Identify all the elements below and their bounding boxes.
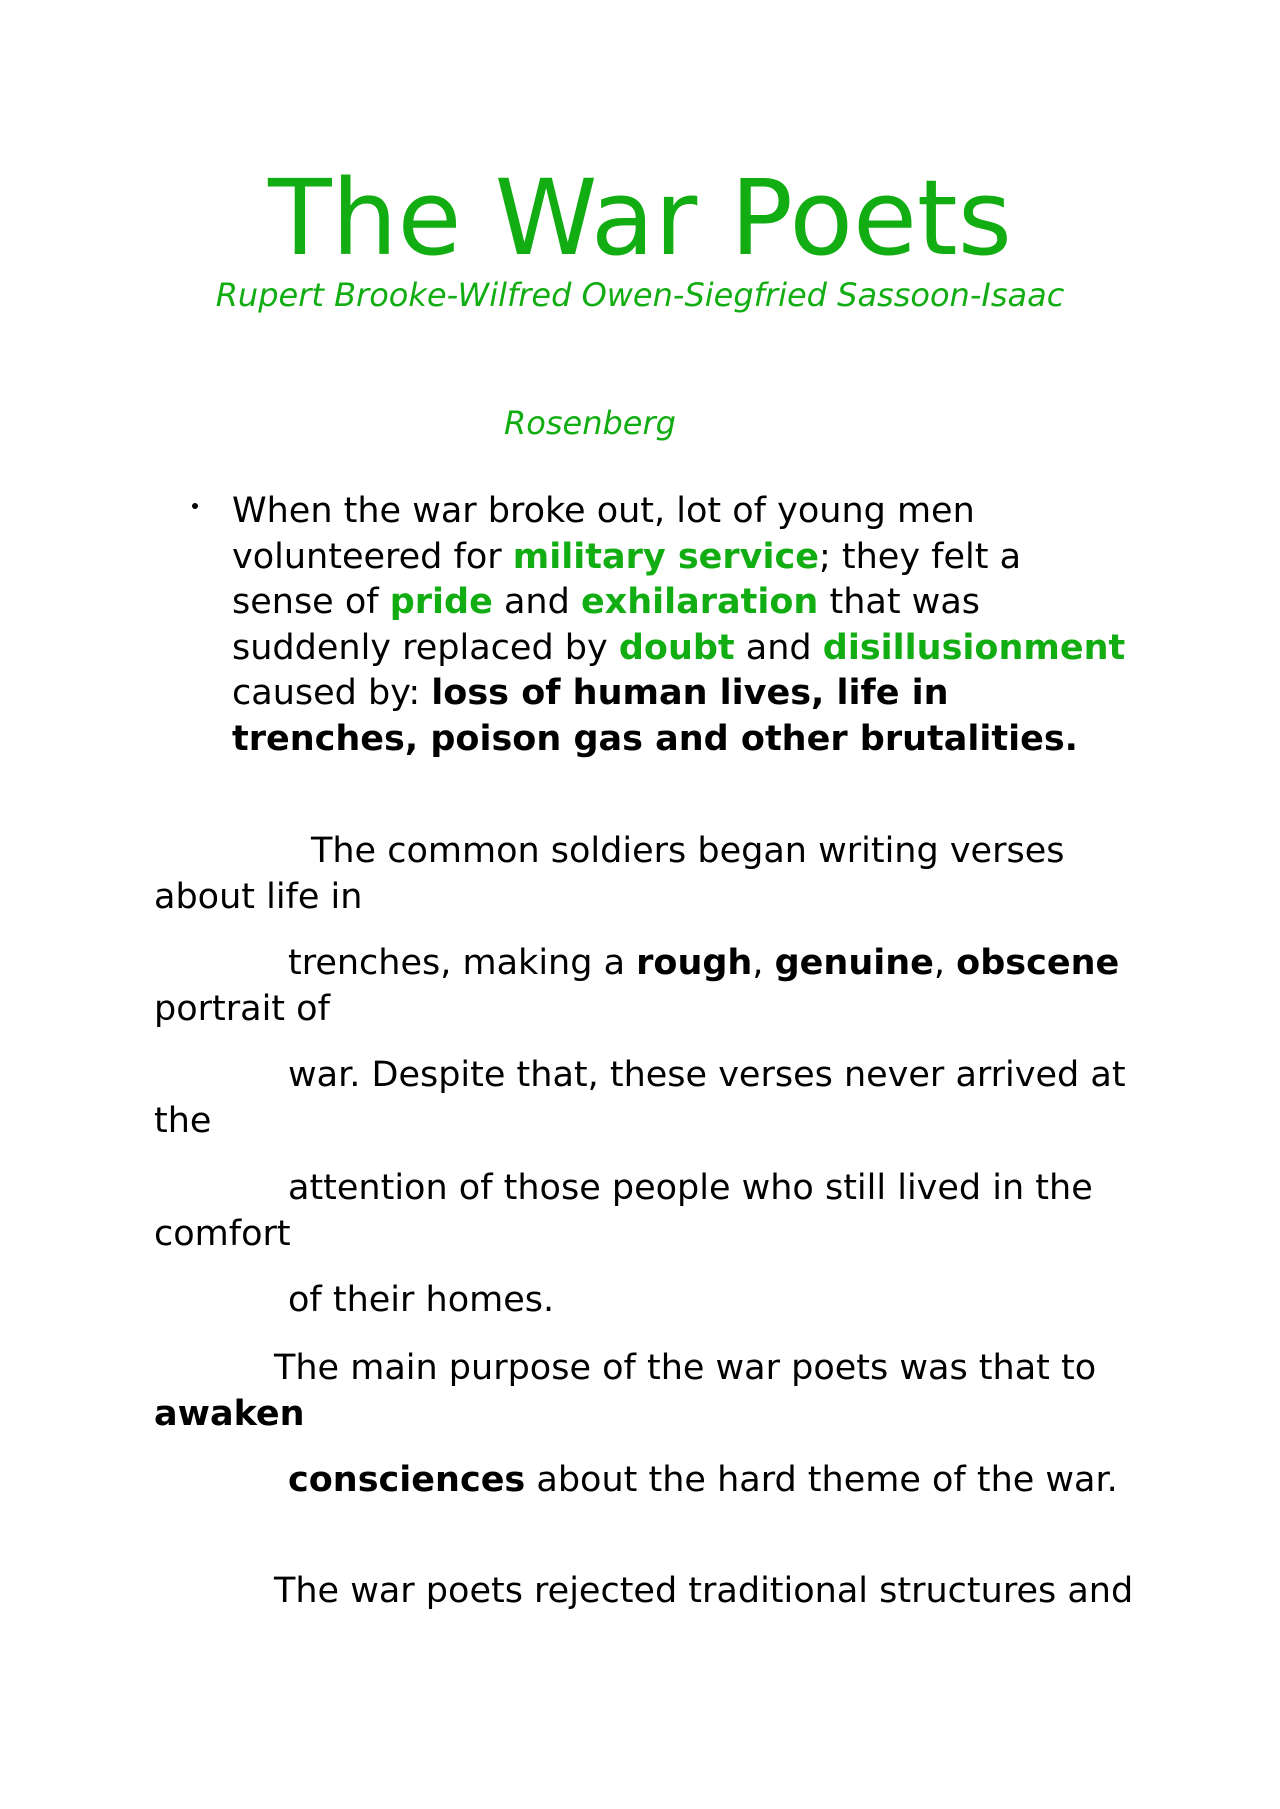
highlight-term: exhilaration <box>580 582 819 622</box>
paragraph-2 <box>154 941 1134 1032</box>
paragraph-8: The war poets rejected traditional structures and <box>274 1571 1134 1611</box>
paragraph-4: attention of those people who still lived in the comfort <box>154 1168 1093 1254</box>
bullet-text: and <box>734 627 823 668</box>
paragraph-text: , <box>933 943 946 983</box>
paragraph-text: portrait of <box>154 988 330 1029</box>
paragraph-5: of their homes. <box>288 1280 555 1320</box>
paragraph-text: about the hard theme of the war. <box>525 1460 1118 1500</box>
bullet-text: that was suddenly replaced by <box>232 582 980 668</box>
bullet-text: caused by: <box>232 673 432 713</box>
bold-text: rough <box>636 943 753 983</box>
paragraph-text: , <box>752 943 775 983</box>
paragraph-3: war. Despite that, these verses never arrived at the <box>154 1055 1126 1141</box>
subtitle-authors: Rupert Brooke-Wilfred Owen-Siegfried Sassoon-Isaac <box>215 276 1065 314</box>
paragraph-text: trenches, making a <box>288 943 637 983</box>
bullet-text: When the war broke out, lot of young men volunteered for <box>232 491 975 577</box>
highlight-term: doubt <box>618 627 735 668</box>
bold-text: genuine <box>774 943 934 983</box>
bold-text: obscene <box>956 943 1120 983</box>
page-title: The War Poets <box>268 157 1012 279</box>
bold-text: loss of human lives, life in trenches, poison gas and other brutalities. <box>232 673 1078 759</box>
bold-text: consciences <box>288 1460 526 1500</box>
paragraph-1: The common soldiers began writing verses about life in <box>154 831 1065 917</box>
bullet-paragraph <box>232 489 1132 762</box>
highlight-term: military service <box>512 536 819 577</box>
highlight-term: disillusionment <box>822 627 1126 668</box>
bullet-icon <box>192 503 198 509</box>
bullet-text: and <box>492 582 581 622</box>
subtitle-authors-continued: Rosenberg <box>504 404 676 442</box>
paragraph-7 <box>154 1458 1134 1504</box>
bullet-text: ; they felt a sense of <box>232 536 1022 622</box>
bold-text: awaken <box>154 1393 305 1434</box>
paragraph-6 <box>154 1346 1134 1437</box>
paragraph-text: The main purpose of the war poets was that to <box>274 1348 1097 1388</box>
highlight-term: pride <box>389 582 493 622</box>
